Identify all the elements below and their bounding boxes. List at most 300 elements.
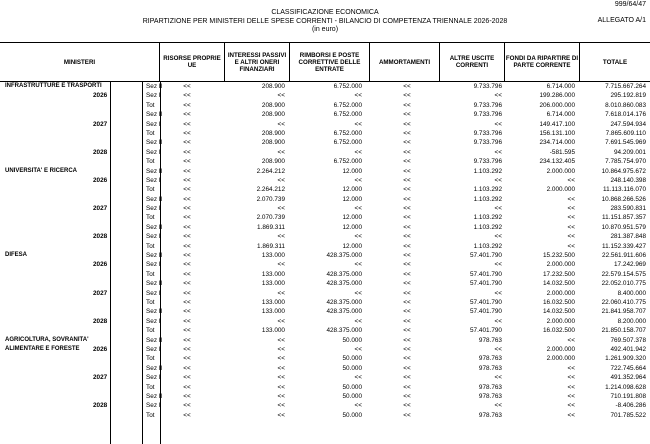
table-row (0, 251, 650, 260)
cell-rimborsi: << (354, 120, 362, 128)
cell-altre-uscite: 978.763 (478, 336, 502, 344)
year-label: 2028 (93, 148, 108, 156)
section-label: Tot (146, 129, 155, 137)
cell-altre-uscite: << (494, 148, 502, 156)
cell-interessi-passivi: << (277, 345, 285, 353)
cell-fondi-da-ripartire: << (567, 411, 575, 419)
section-label: Sez II (146, 83, 163, 90)
section-label: Tot (146, 242, 155, 250)
cell-ammortamenti: << (403, 364, 411, 372)
cell-ammortamenti: << (403, 92, 411, 100)
cell-totale: 22.579.154.575 (601, 270, 646, 278)
cell-interessi-passivi: << (277, 317, 285, 325)
cell-ammortamenti: << (403, 280, 411, 288)
cell-totale: 21.841.958.707 (601, 308, 646, 316)
year-label: 2026 (93, 92, 108, 100)
cell-fondi-da-ripartire: << (567, 242, 575, 250)
table-row (0, 298, 650, 307)
document-title: RIPARTIZIONE PER MINISTERI DELLE SPESE CORRENTI - BILANCIO DI COMPETENZA TRIENNALE 2026-2028 (142, 18, 508, 25)
table-row (0, 392, 650, 401)
section-label: Sez I (146, 233, 161, 241)
cell-altre-uscite: 9.733.796 (473, 101, 502, 109)
cell-altre-uscite: << (494, 261, 502, 269)
cell-totale: 7.865.609.110 (605, 129, 646, 137)
cell-rimborsi: << (354, 317, 362, 325)
section-label: Tot (146, 383, 155, 391)
cell-ammortamenti: << (403, 355, 411, 363)
section-label: Tot (146, 327, 155, 335)
cell-fondi-da-ripartire: << (567, 214, 575, 222)
cell-fondi-da-ripartire: 234.714.000 (539, 139, 575, 147)
section-label: Sez I (146, 120, 161, 128)
col-ministeri: MINISTERI (0, 43, 160, 81)
section-label: Tot (146, 355, 155, 363)
cell-risorse-proprie-ue: << (183, 92, 191, 100)
cell-altre-uscite: 1.103.292 (473, 186, 502, 194)
cell-fondi-da-ripartire: 16.032.500 (543, 298, 575, 306)
cell-ammortamenti: << (403, 195, 411, 203)
cell-ammortamenti: << (403, 261, 411, 269)
year-label: 2027 (93, 120, 108, 128)
cell-ammortamenti: << (403, 308, 411, 316)
year-label: 2027 (93, 289, 108, 297)
cell-interessi-passivi: << (277, 261, 285, 269)
table-row (0, 138, 650, 147)
ministry-label: AGRICOLTURA, SOVRANITA' (5, 336, 89, 343)
table-row (0, 345, 650, 354)
cell-rimborsi: << (354, 176, 362, 184)
cell-interessi-passivi: << (277, 411, 285, 419)
section-label: Sez II (146, 167, 163, 175)
cell-ammortamenti: << (403, 186, 411, 194)
cell-altre-uscite: 978.763 (478, 383, 502, 391)
section-label: Tot (146, 101, 155, 109)
section-label: Sez II (146, 392, 163, 400)
cell-fondi-da-ripartire: 234.132.405 (539, 158, 575, 166)
cell-rimborsi: 12.000 (342, 214, 362, 222)
cell-fondi-da-ripartire: << (567, 176, 575, 184)
cell-interessi-passivi: << (277, 120, 285, 128)
cell-altre-uscite: 9.733.796 (473, 83, 502, 90)
cell-interessi-passivi: 1.869.311 (257, 223, 285, 231)
cell-totale: -8.406.286 (615, 402, 646, 410)
ministry-label: UNIVERSITA' E RICERCA (5, 167, 77, 174)
cell-fondi-da-ripartire: 2.000.000 (546, 186, 575, 194)
cell-fondi-da-ripartire: 2.000.000 (546, 289, 575, 297)
table-row (0, 195, 650, 204)
table-row (0, 270, 650, 279)
col-interessi-passivi: INTERESSI PASSIVI E ALTRI ONERI FINANZIARI (225, 43, 290, 81)
cell-fondi-da-ripartire: << (567, 364, 575, 372)
section-label: Sez I (146, 289, 161, 297)
cell-risorse-proprie-ue: << (183, 120, 191, 128)
section-label: Sez II (146, 252, 163, 260)
cell-interessi-passivi: << (277, 289, 285, 297)
cell-risorse-proprie-ue: << (183, 252, 191, 260)
classification-title: CLASSIFICAZIONE ECONOMICA (271, 9, 379, 16)
cell-risorse-proprie-ue: << (183, 261, 191, 269)
table-row (0, 148, 650, 157)
cell-interessi-passivi: 208.900 (261, 111, 285, 119)
cell-interessi-passivi: << (277, 148, 285, 156)
cell-rimborsi: 50.000 (342, 383, 362, 391)
cell-rimborsi: 428.375.000 (326, 298, 362, 306)
table-row (0, 110, 650, 119)
year-label: 2028 (93, 317, 108, 325)
cell-ammortamenti: << (403, 392, 411, 400)
cell-interessi-passivi: << (277, 205, 285, 213)
cell-risorse-proprie-ue: << (183, 101, 191, 109)
cell-rimborsi: 12.000 (342, 242, 362, 250)
cell-rimborsi: 6.752.000 (333, 101, 362, 109)
cell-ammortamenti: << (403, 242, 411, 250)
cell-interessi-passivi: 2.264.212 (256, 167, 285, 175)
section-label: Sez II (146, 139, 163, 147)
cell-ammortamenti: << (403, 129, 411, 137)
cell-rimborsi: 6.752.000 (333, 139, 362, 147)
cell-interessi-passivi: 133.000 (261, 280, 285, 288)
table-row (0, 82, 650, 91)
cell-rimborsi: 6.752.000 (333, 83, 362, 90)
cell-totale: 295.192.819 (610, 92, 646, 100)
cell-risorse-proprie-ue: << (183, 336, 191, 344)
cell-fondi-da-ripartire: << (567, 223, 575, 231)
cell-rimborsi: 6.752.000 (333, 129, 362, 137)
table-row (0, 167, 650, 176)
table-row (0, 326, 650, 335)
section-label: Tot (146, 214, 155, 222)
cell-ammortamenti: << (403, 252, 411, 260)
cell-rimborsi: 50.000 (342, 336, 362, 344)
section-label: Sez I (146, 317, 161, 325)
cell-rimborsi: 12.000 (342, 195, 362, 203)
cell-altre-uscite: 57.401.790 (470, 308, 502, 316)
cell-fondi-da-ripartire: << (567, 383, 575, 391)
cell-fondi-da-ripartire: 15.232.500 (543, 252, 575, 260)
year-label: 2027 (93, 205, 108, 213)
cell-totale: 7.785.754.970 (605, 158, 646, 166)
cell-ammortamenti: << (403, 233, 411, 241)
cell-ammortamenti: << (403, 336, 411, 344)
cell-risorse-proprie-ue: << (183, 280, 191, 288)
cell-risorse-proprie-ue: << (183, 195, 191, 203)
cell-interessi-passivi: 133.000 (261, 270, 285, 278)
section-label: Sez II (146, 308, 163, 316)
cell-fondi-da-ripartire: 6.714.000 (546, 83, 575, 90)
cell-totale: 492.401.942 (610, 345, 646, 353)
cell-interessi-passivi: 133.000 (261, 298, 285, 306)
cell-fondi-da-ripartire: 156.131.100 (539, 129, 575, 137)
cell-altre-uscite: 1.103.292 (473, 195, 502, 203)
cell-risorse-proprie-ue: << (183, 148, 191, 156)
table-row (0, 307, 650, 316)
cell-fondi-da-ripartire: 17.232.500 (543, 270, 575, 278)
cell-risorse-proprie-ue: << (183, 223, 191, 231)
cell-totale: 10.870.951.579 (601, 223, 646, 231)
cell-altre-uscite: << (494, 233, 502, 241)
cell-rimborsi: << (354, 148, 362, 156)
cell-ammortamenti: << (403, 176, 411, 184)
col-totale: TOTALE (602, 58, 628, 66)
cell-altre-uscite: 978.763 (478, 392, 502, 400)
cell-altre-uscite: << (494, 402, 502, 410)
cell-interessi-passivi: 208.900 (261, 129, 285, 137)
cell-rimborsi: << (354, 374, 362, 382)
cell-rimborsi: 50.000 (342, 392, 362, 400)
cell-totale: 21.850.158.707 (601, 327, 646, 335)
col-risorse-proprie-ue: RISORSE PROPRIE UE (160, 43, 225, 81)
cell-totale: 10.868.266.526 (601, 195, 646, 203)
col-altre-uscite: ALTRE USCITE CORRENTI (440, 43, 505, 81)
cell-rimborsi: << (354, 345, 362, 353)
table-row (0, 242, 650, 251)
cell-totale: 10.864.975.672 (601, 167, 646, 175)
year-label: 2028 (93, 233, 108, 241)
table-row (0, 223, 650, 232)
cell-risorse-proprie-ue: << (183, 176, 191, 184)
cell-fondi-da-ripartire: 14.032.500 (543, 308, 575, 316)
table-row (0, 91, 650, 100)
table-row (0, 336, 650, 345)
section-label: Sez I (146, 345, 161, 353)
cell-risorse-proprie-ue: << (183, 214, 191, 222)
cell-ammortamenti: << (403, 148, 411, 156)
cell-interessi-passivi: 133.000 (261, 252, 285, 260)
cell-interessi-passivi: << (277, 336, 285, 344)
section-label: Tot (146, 411, 155, 419)
cell-altre-uscite: 9.733.796 (473, 111, 502, 119)
table-row (0, 232, 650, 241)
cell-rimborsi: << (354, 289, 362, 297)
cell-altre-uscite: << (494, 176, 502, 184)
cell-risorse-proprie-ue: << (183, 139, 191, 147)
cell-risorse-proprie-ue: << (183, 298, 191, 306)
cell-totale: 491.352.964 (610, 374, 646, 382)
cell-altre-uscite: 57.401.790 (470, 298, 502, 306)
section-label: Sez I (146, 374, 161, 382)
cell-altre-uscite: 1.103.292 (473, 242, 502, 250)
section-label: Tot (146, 186, 155, 194)
cell-ammortamenti: << (403, 374, 411, 382)
section-label: Sez I (146, 148, 161, 156)
cell-altre-uscite: 57.401.790 (470, 252, 502, 260)
cell-interessi-passivi: << (277, 392, 285, 400)
cell-fondi-da-ripartire: << (567, 205, 575, 213)
cell-rimborsi: 428.375.000 (326, 270, 362, 278)
cell-interessi-passivi: 208.900 (261, 139, 285, 147)
cell-interessi-passivi: << (277, 355, 285, 363)
cell-ammortamenti: << (403, 139, 411, 147)
cell-altre-uscite: << (494, 205, 502, 213)
table-row (0, 204, 650, 213)
cell-ammortamenti: << (403, 214, 411, 222)
cell-ammortamenti: << (403, 402, 411, 410)
year-label: 2026 (93, 261, 108, 269)
cell-totale: 11.152.339.427 (602, 242, 646, 250)
cell-altre-uscite: 978.763 (478, 411, 502, 419)
cell-ammortamenti: << (403, 223, 411, 231)
year-label: 2026 (93, 345, 108, 353)
cell-rimborsi: 428.375.000 (326, 280, 362, 288)
cell-altre-uscite: << (494, 317, 502, 325)
cell-altre-uscite: << (494, 120, 502, 128)
cell-altre-uscite: 1.103.292 (473, 214, 502, 222)
section-label: Sez I (146, 92, 161, 100)
table-row (0, 129, 650, 138)
cell-totale: 281.387.848 (610, 233, 646, 241)
cell-fondi-da-ripartire: -581.595 (549, 148, 575, 156)
ministry-label: ALIMENTARE E FORESTE (5, 345, 80, 352)
table-row (0, 354, 650, 363)
col-ammortamenti: AMMORTAMENTI (370, 43, 440, 81)
cell-fondi-da-ripartire: 6.714.000 (546, 111, 575, 119)
cell-fondi-da-ripartire: << (567, 336, 575, 344)
cell-totale: 8.010.860.083 (605, 101, 646, 109)
cell-totale: 11.151.857.357 (602, 214, 646, 222)
cell-totale: 22.052.010.775 (601, 280, 646, 288)
cell-totale: 701.785.522 (610, 411, 646, 419)
cell-totale: 1.261.909.320 (605, 355, 646, 363)
cell-ammortamenti: << (403, 167, 411, 175)
cell-ammortamenti: << (403, 317, 411, 325)
cell-totale: 248.140.398 (610, 176, 646, 184)
cell-risorse-proprie-ue: << (183, 355, 191, 363)
cell-interessi-passivi: 208.900 (261, 101, 285, 109)
section-label: Sez II (146, 195, 163, 203)
unit-note: (in euro) (311, 26, 339, 33)
cell-altre-uscite: 978.763 (478, 355, 502, 363)
section-label: Sez II (146, 111, 163, 119)
cell-rimborsi: 12.000 (342, 223, 362, 231)
cell-fondi-da-ripartire: 2.000.000 (546, 261, 575, 269)
cell-interessi-passivi: 133.000 (261, 308, 285, 316)
cell-totale: 710.191.808 (610, 392, 646, 400)
cell-ammortamenti: << (403, 327, 411, 335)
cell-altre-uscite: << (494, 345, 502, 353)
cell-rimborsi: 428.375.000 (326, 308, 362, 316)
cell-interessi-passivi: 208.900 (261, 83, 285, 90)
cell-rimborsi: 12.000 (342, 167, 362, 175)
cell-totale: 11.113.116.070 (603, 186, 646, 194)
cell-ammortamenti: << (403, 270, 411, 278)
cell-risorse-proprie-ue: << (183, 242, 191, 250)
cell-interessi-passivi: << (277, 383, 285, 391)
cell-ammortamenti: << (403, 205, 411, 213)
cell-ammortamenti: << (403, 411, 411, 419)
cell-totale: 283.590.831 (610, 205, 646, 213)
cell-rimborsi: 6.752.000 (333, 158, 362, 166)
cell-risorse-proprie-ue: << (183, 186, 191, 194)
cell-rimborsi: 12.000 (342, 186, 362, 194)
attachment-label: ALLEGATO A/1 (597, 17, 646, 24)
cell-totale: 7.691.545.969 (605, 139, 646, 147)
cell-totale: 22.561.911.606 (602, 252, 646, 260)
section-label: Sez II (146, 364, 163, 372)
cell-interessi-passivi: 1.869.311 (257, 242, 285, 250)
year-label: 2028 (93, 402, 108, 410)
cell-fondi-da-ripartire: 2.000.000 (546, 167, 575, 175)
section-label: Sez II (146, 223, 163, 231)
cell-altre-uscite: 57.401.790 (470, 327, 502, 335)
cell-fondi-da-ripartire: 199.286.000 (539, 92, 575, 100)
table-row (0, 101, 650, 110)
table-row (0, 185, 650, 194)
table-row (0, 401, 650, 410)
ministry-label: INFRASTRUTTURE E TRASPORTI (5, 83, 102, 89)
cell-fondi-da-ripartire: << (567, 374, 575, 382)
table-row (0, 157, 650, 166)
section-label: Sez II (146, 280, 163, 288)
col-fondi-da-ripartire: FONDI DA RIPARTIRE DI PARTE CORRENTE (505, 43, 580, 81)
cell-totale: 1.214.098.628 (605, 383, 646, 391)
cell-altre-uscite: << (494, 374, 502, 382)
cell-interessi-passivi: << (277, 92, 285, 100)
cell-interessi-passivi: 2.070.739 (256, 214, 285, 222)
cell-risorse-proprie-ue: << (183, 289, 191, 297)
cell-risorse-proprie-ue: << (183, 374, 191, 382)
cell-totale: 247.594.934 (610, 120, 646, 128)
cell-altre-uscite: 9.733.796 (473, 129, 502, 137)
cell-fondi-da-ripartire: 2.000.000 (546, 355, 575, 363)
cell-altre-uscite: 1.103.292 (473, 223, 502, 231)
cell-ammortamenti: << (403, 158, 411, 166)
cell-risorse-proprie-ue: << (183, 167, 191, 175)
cell-risorse-proprie-ue: << (183, 83, 191, 90)
cell-risorse-proprie-ue: << (183, 233, 191, 241)
cell-totale: 8.200.000 (617, 317, 646, 325)
table-row (0, 289, 650, 298)
cell-totale: 8.400.000 (617, 289, 646, 297)
cell-totale: 22.060.410.775 (601, 298, 646, 306)
cell-altre-uscite: << (494, 92, 502, 100)
cell-totale: 7.618.014.176 (605, 111, 646, 119)
cell-risorse-proprie-ue: << (183, 158, 191, 166)
cell-rimborsi: 50.000 (342, 355, 362, 363)
col-rimborsi: RIMBORSI E POSTE CORRETTIVE DELLE ENTRATE (290, 43, 370, 81)
cell-rimborsi: << (354, 205, 362, 213)
section-label: Sez I (146, 402, 161, 410)
cell-interessi-passivi: 2.070.739 (256, 195, 285, 203)
cell-rimborsi: << (354, 92, 362, 100)
cell-interessi-passivi: << (277, 374, 285, 382)
cell-rimborsi: 428.375.000 (326, 252, 362, 260)
cell-ammortamenti: << (403, 383, 411, 391)
cell-totale: 17.242.969 (614, 261, 646, 269)
cell-fondi-da-ripartire: 2.000.000 (546, 345, 575, 353)
section-label: Sez I (146, 176, 161, 184)
cell-ammortamenti: << (403, 345, 411, 353)
section-label: Sez I (146, 261, 161, 269)
cell-totale: 94.209.001 (614, 148, 646, 156)
section-label: Sez II (146, 336, 163, 344)
section-label: Sez I (146, 205, 161, 213)
cell-interessi-passivi: << (277, 176, 285, 184)
cell-interessi-passivi: 133.000 (261, 327, 285, 335)
cell-altre-uscite: 9.733.796 (473, 158, 502, 166)
cell-risorse-proprie-ue: << (183, 345, 191, 353)
cell-risorse-proprie-ue: << (183, 129, 191, 137)
cell-altre-uscite: 9.733.796 (473, 139, 502, 147)
cell-rimborsi: 50.000 (342, 411, 362, 419)
cell-altre-uscite: 978.763 (478, 364, 502, 372)
cell-risorse-proprie-ue: << (183, 111, 191, 119)
cell-rimborsi: 428.375.000 (326, 327, 362, 335)
table-row (0, 317, 650, 326)
cell-interessi-passivi: 208.900 (261, 158, 285, 166)
cell-interessi-passivi: << (277, 402, 285, 410)
data-table-body (0, 82, 650, 420)
cell-fondi-da-ripartire: 149.417.100 (539, 120, 575, 128)
